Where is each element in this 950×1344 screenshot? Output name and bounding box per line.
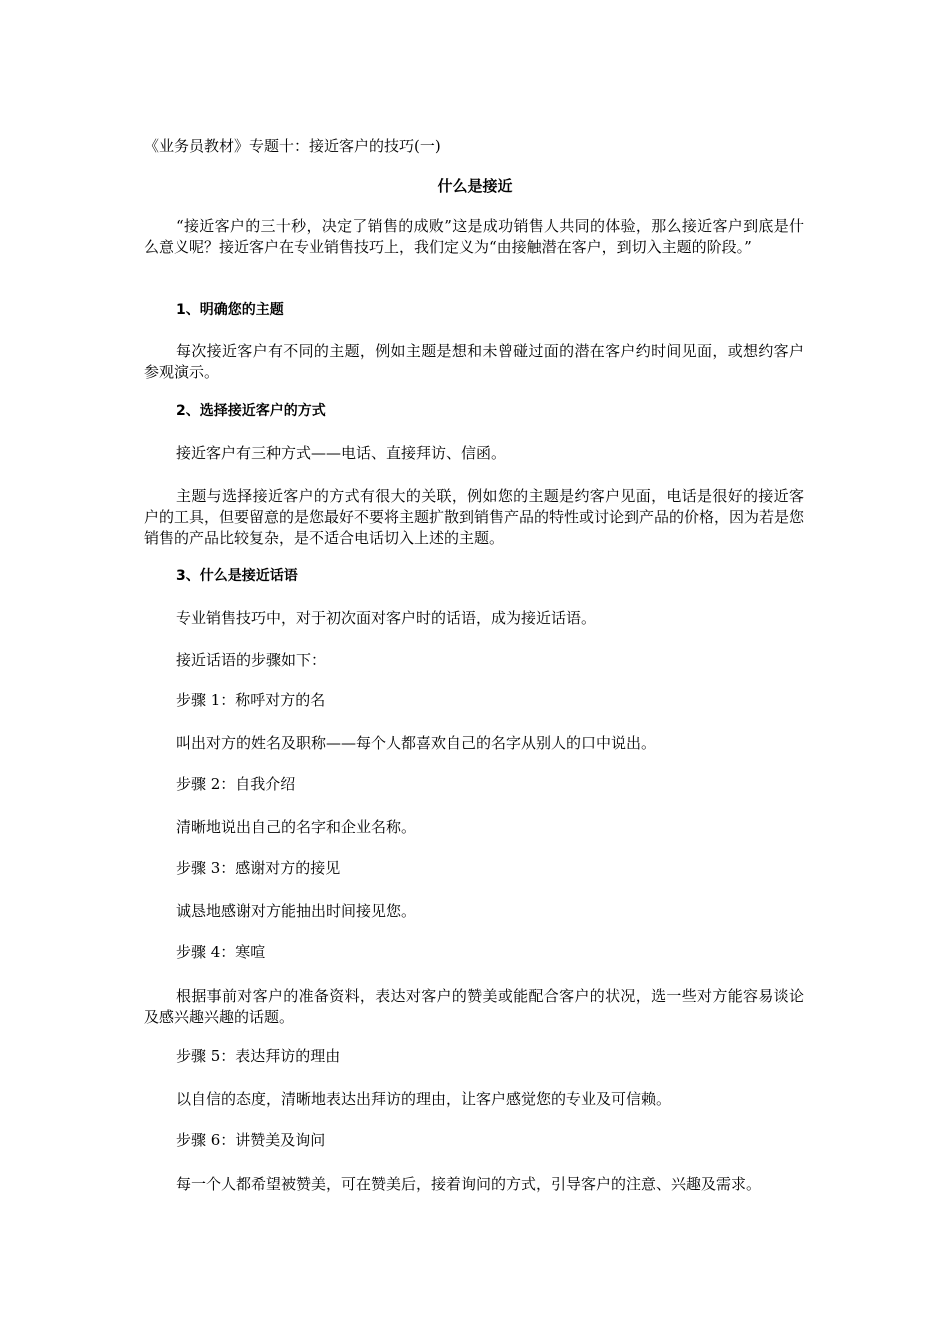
- step-5-title: 步骤 5：表达拜访的理由: [176, 1047, 341, 1065]
- step-3-title: 步骤 3：感谢对方的接见: [176, 859, 341, 877]
- heading-3: 3、什么是接近话语: [176, 568, 298, 584]
- step-6-title: 步骤 6：讲赞美及询问: [176, 1131, 326, 1149]
- intro-paragraph: “接近客户的三十秒，决定了销售的成败”这是成功销售人共同的体验，那么接近客户到底是什么意义呢？接近客户在专业销售技巧上，我们定义为“由接触潜在客户，到切入主题的阶段。”: [144, 217, 804, 256]
- paragraph-2: 接近客户有三种方式——电话、直接拜访、信函。: [176, 444, 507, 462]
- paragraph-5: 接近话语的步骤如下：: [176, 651, 327, 669]
- heading-2: 2、选择接近客户的方式: [176, 403, 326, 419]
- step-1-title: 步骤 1：称呼对方的名: [176, 691, 326, 709]
- paragraph-3: 主题与选择接近客户的方式有很大的关联，例如您的主题是约客户见面，电话是很好的接近客户的工具，但要留意的是您最好不要将主题扩散到销售产品的特性或讨论到产品的价格，因为若是您销售的产品比较复杂，是不适合电话切入上述的主题。: [144, 487, 805, 547]
- paragraph-1: 每次接近客户有不同的主题，例如主题是想和未曾碰过面的潜在客户约时间见面，或想约客户参观演示。: [144, 342, 804, 381]
- section-title: 什么是接近: [437, 177, 513, 195]
- step-2-desc: 清晰地说出自己的名字和企业名称。: [176, 818, 417, 836]
- document-title: 《业务员教材》专题十：接近客户的技巧(一): [144, 137, 441, 155]
- step-5-desc: 以自信的态度，清晰地表达出拜访的理由，让客户感觉您的专业及可信赖。: [176, 1090, 672, 1108]
- step-3-desc: 诚恳地感谢对方能抽出时间接见您。: [176, 902, 417, 920]
- step-1-desc: 叫出对方的姓名及职称——每个人都喜欢自己的名字从别人的口中说出。: [176, 734, 657, 752]
- step-4-title: 步骤 4：寒喧: [176, 943, 266, 961]
- paragraph-4: 专业销售技巧中，对于初次面对客户时的话语，成为接近话语。: [176, 609, 597, 627]
- heading-1: 1、明确您的主题: [176, 302, 284, 318]
- step-6-desc: 每一个人都希望被赞美，可在赞美后，接着询问的方式，引导客户的注意、兴趣及需求。: [176, 1175, 762, 1193]
- step-2-title: 步骤 2：自我介绍: [176, 775, 296, 793]
- step-4-desc: 根据事前对客户的准备资料，表达对客户的赞美或能配合客户的状况，选一些对方能容易谈论及感兴趣兴趣的话题。: [144, 987, 804, 1026]
